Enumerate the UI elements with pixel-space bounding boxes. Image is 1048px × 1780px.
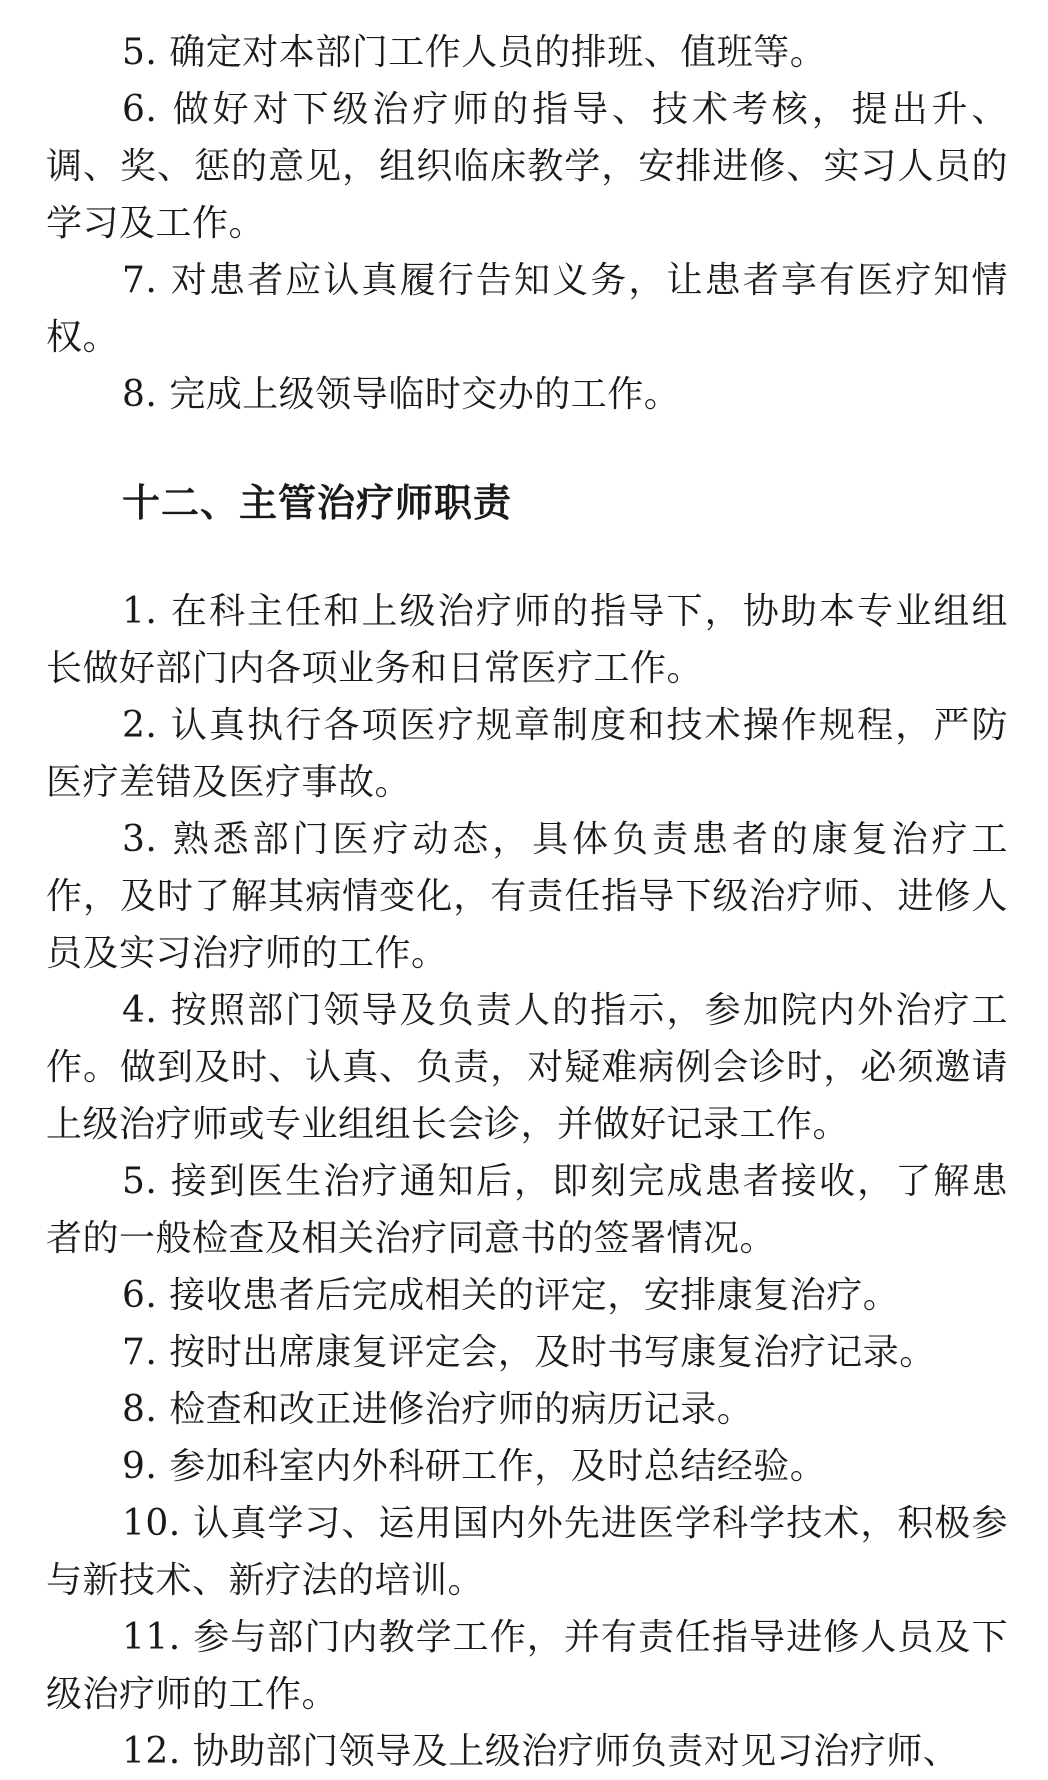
list-item: 5. 确定对本部门工作人员的排班、值班等。 [122, 32, 827, 73]
list-item: 2. 认真执行各项医疗规章制度和技术操作规程，严防医疗差错及医疗事故。 [46, 705, 1008, 803]
list-item: 5. 接到医生治疗通知后，即刻完成患者接收，了解患者的一般检查及相关治疗同意书的签署情况。 [46, 1161, 1008, 1259]
list-item: 9. 参加科室内外科研工作，及时总结经验。 [122, 1446, 827, 1487]
list-item: 8. 完成上级领导临时交办的工作。 [122, 374, 681, 415]
list-item: 7. 按时出席康复评定会，及时书写康复治疗记录。 [122, 1332, 936, 1373]
list-item: 7. 对患者应认真履行告知义务，让患者享有医疗知情权。 [46, 260, 1008, 358]
list-item: 3. 熟悉部门医疗动态，具体负责患者的康复治疗工作，及时了解其病情变化，有责任指导下级治疗师、进修人员及实习治疗师的工作。 [46, 819, 1008, 974]
previous-section-items [46, 24, 1008, 423]
list-item: 4. 按照部门领导及负责人的指示，参加院内外治疗工作。做到及时、认真、负责，对疑难病例会诊时，必须邀请上级治疗师或专业组组长会诊，并做好记录工作。 [46, 990, 1008, 1145]
list-item: 12. 协助部门领导及上级治疗师负责对见习治疗师、 [122, 1731, 960, 1772]
list-item: 6. 接收患者后完成相关的评定，安排康复治疗。 [122, 1275, 900, 1316]
list-item: 11. 参与部门内教学工作，并有责任指导进修人员及下级治疗师的工作。 [46, 1617, 1008, 1715]
list-item: 10. 认真学习、运用国内外先进医学科学技术，积极参与新技术、新疗法的培训。 [46, 1503, 1008, 1601]
list-item: 6. 做好对下级治疗师的指导、技术考核，提出升、调、奖、惩的意见，组织临床教学，安排进修、实习人员的学习及工作。 [46, 89, 1008, 244]
section-heading: 十二、主管治疗师职责 [122, 481, 513, 525]
section-12-items [46, 583, 1008, 1780]
list-item: 1. 在科主任和上级治疗师的指导下，协助本专业组组长做好部门内各项业务和日常医疗工作。 [46, 591, 1008, 689]
list-item: 8. 检查和改正进修治疗师的病历记录。 [122, 1389, 754, 1430]
